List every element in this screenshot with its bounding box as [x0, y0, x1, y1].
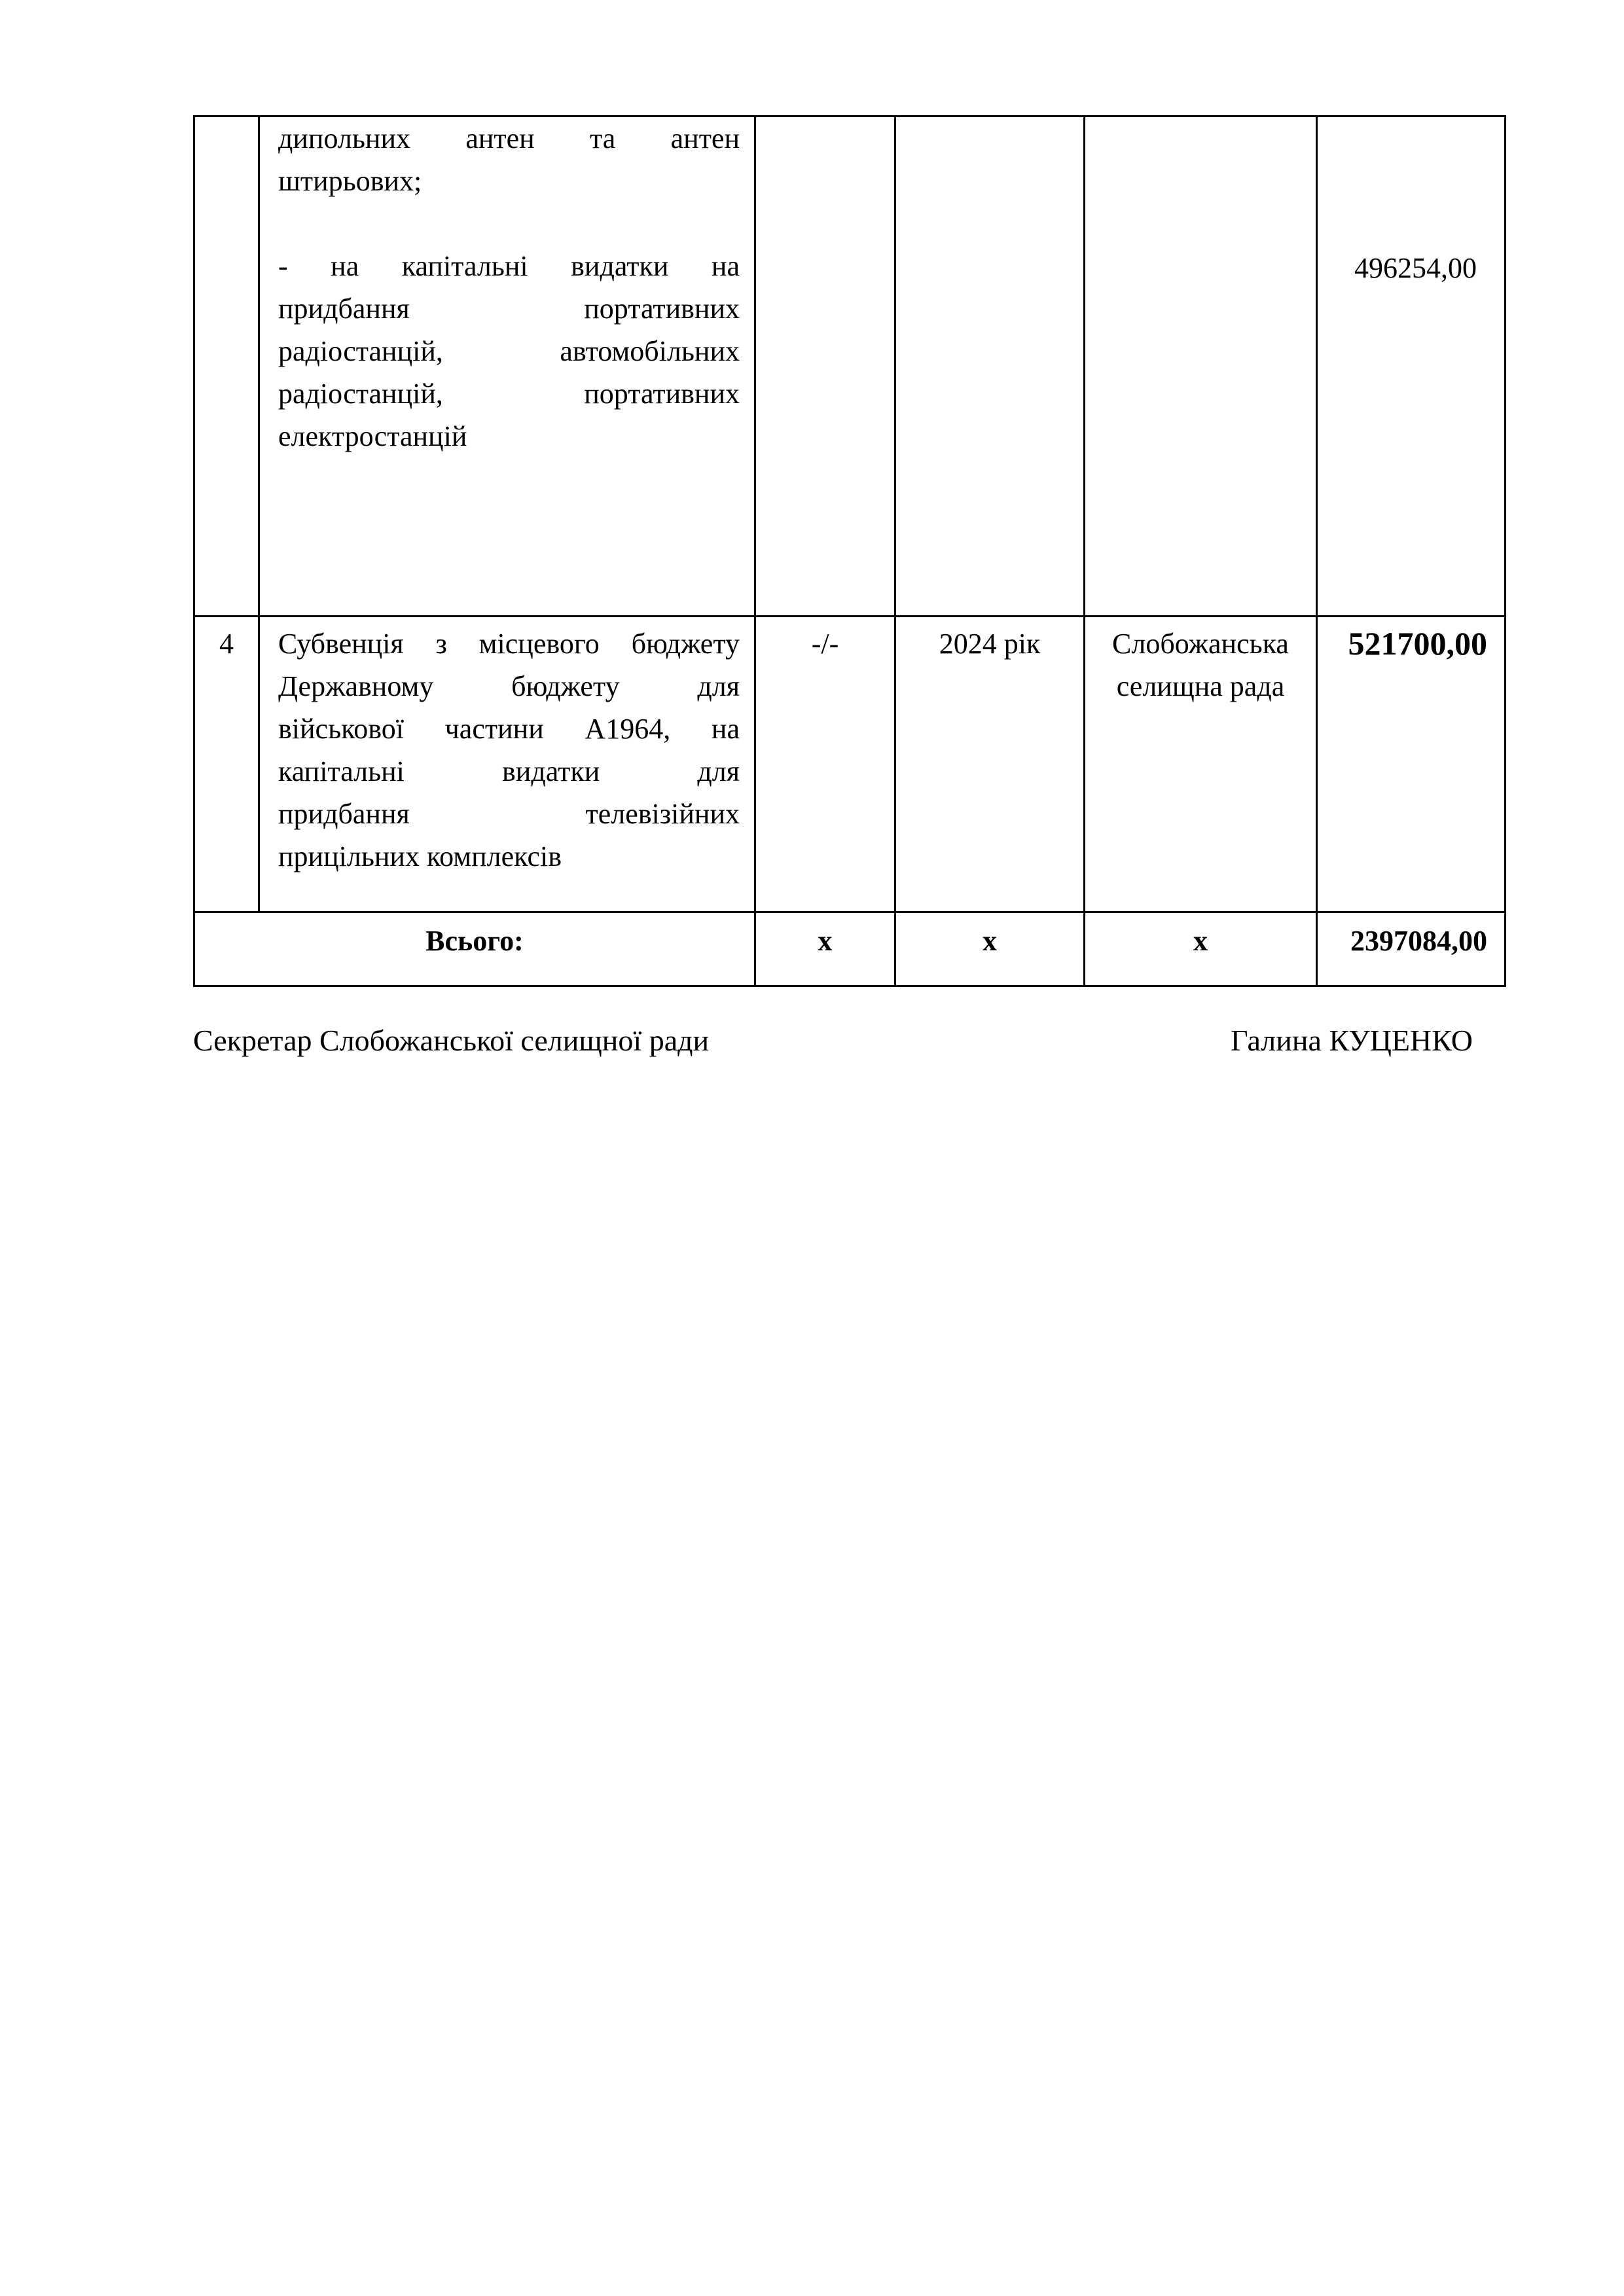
sum-cell: 521700,00: [1317, 617, 1506, 912]
executor-line: селищна рада: [1116, 670, 1285, 702]
total-row: [194, 912, 1506, 986]
description-cell: [259, 617, 755, 912]
description-line: штирьових;: [278, 165, 422, 197]
total-sum-cell: 2397084,00: [1317, 912, 1506, 986]
description-line: радіостанцій, портативних: [278, 378, 740, 410]
description-line: військової частини А1964, на: [278, 713, 740, 745]
executor-cell: [1085, 117, 1317, 617]
executor-line: Слобожанська: [1112, 628, 1289, 660]
description-line: електростанцій: [278, 420, 467, 452]
year-cell: [895, 117, 1085, 617]
description-line: придбання портативних: [278, 293, 740, 325]
description-line: - на капітальні видатки на: [278, 250, 740, 282]
total-executor-cell: х: [1085, 912, 1317, 986]
description-line: радіостанцій, автомобільних: [278, 335, 740, 367]
description-line: капітальні видатки для: [278, 755, 740, 787]
total-year-cell: х: [895, 912, 1085, 986]
year-cell: 2024 рік: [895, 617, 1085, 912]
description-line: Державному бюджету для: [278, 670, 740, 702]
sum-cell: 496254,00: [1317, 117, 1506, 617]
description-line: Субвенція з місцевого бюджету: [278, 628, 740, 660]
row-number-cell: 4: [194, 617, 259, 912]
table-row: [194, 617, 1506, 912]
description-line: прицільних комплексів: [278, 840, 562, 872]
total-label: Всього:: [194, 912, 755, 986]
description-line: дипольних антен та антен: [278, 122, 740, 154]
total-code-cell: х: [755, 912, 895, 986]
signatory-position: Секретар Слобожанської селищної ради: [193, 1024, 710, 1057]
code-cell: -/-: [755, 617, 895, 912]
row-number-cell: [194, 117, 259, 617]
table-row: [194, 117, 1506, 617]
description-line: придбання телевізійних: [278, 798, 740, 830]
description-cell: [259, 117, 755, 617]
executor-cell: [1085, 617, 1317, 912]
budget-table: [193, 115, 1506, 987]
signatory-name: Галина КУЦЕНКО: [1231, 1024, 1473, 1057]
code-cell: [755, 117, 895, 617]
